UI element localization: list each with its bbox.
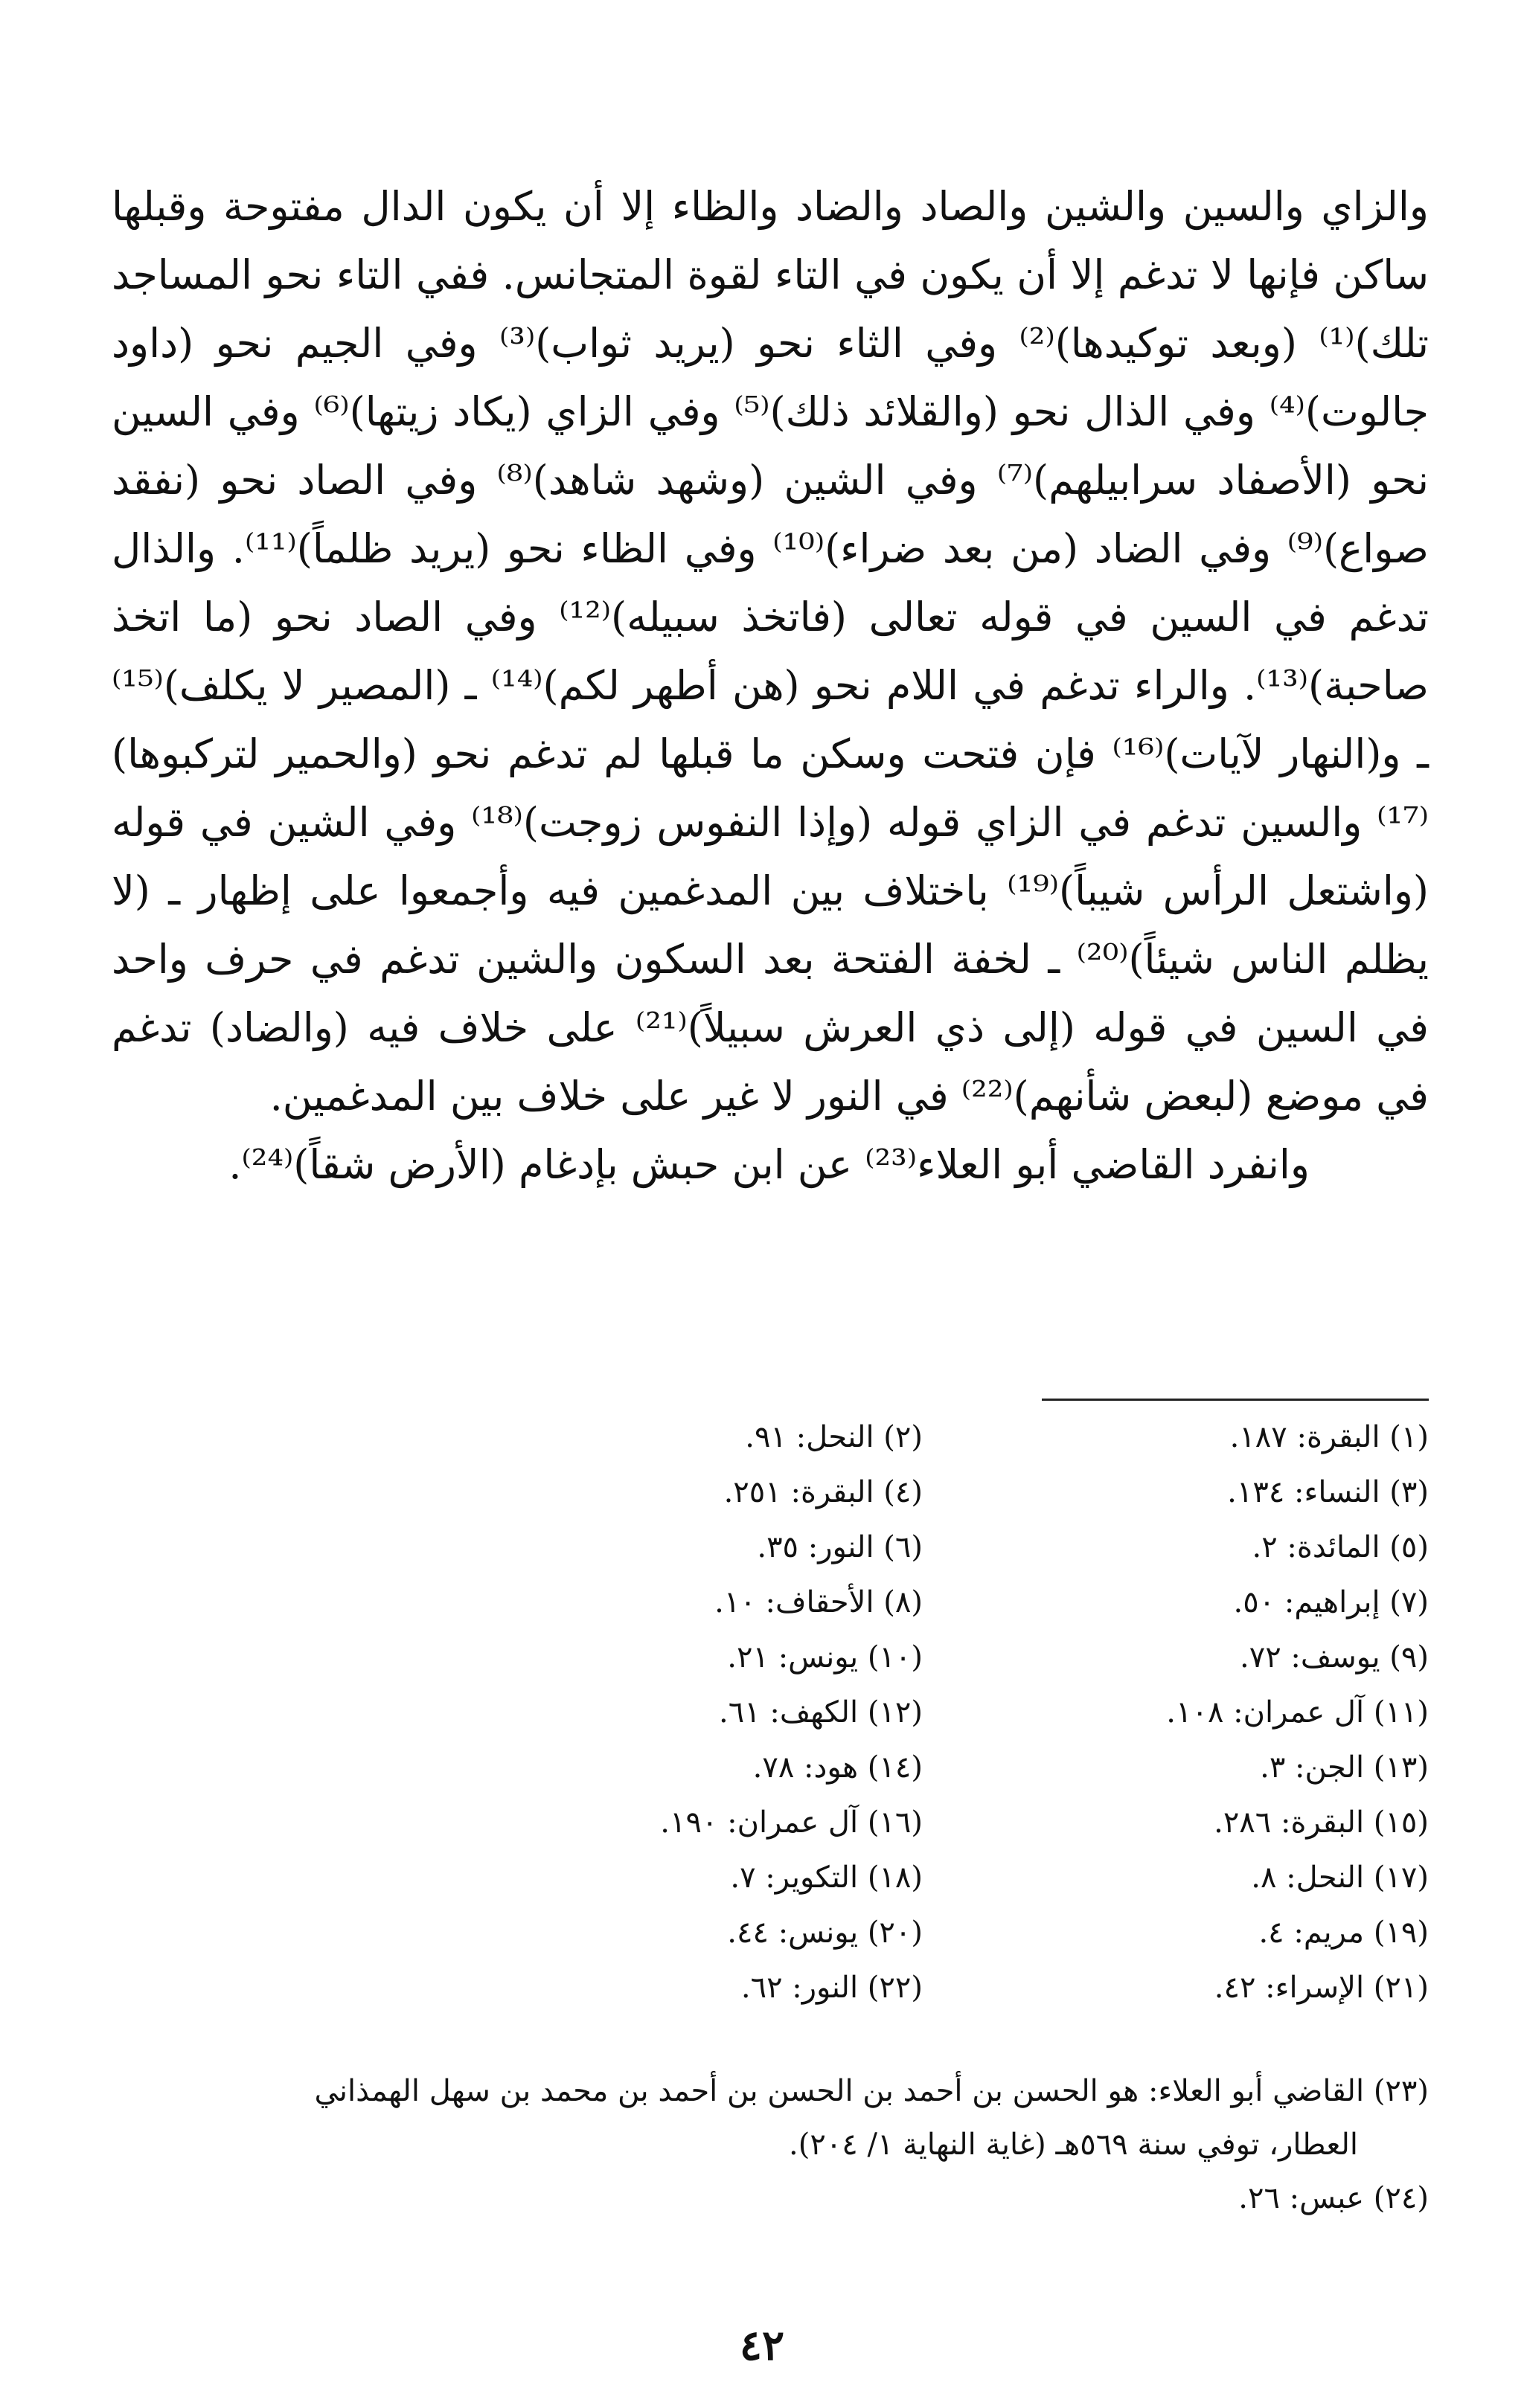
- paragraph: والزاي والسين والشين والصاد والضاد والظاء إلا أن يكون الدال مفتوحة وقبلها ساكن فإنها لا تدغم إلا أن يكون في التاء لقوة المتجانس. ففي التاء نحو المساجد تلك)⁽¹⁾ (وبعد توكيدها)⁽²⁾ وفي الثاء نحو (يريد ثواب)⁽³⁾ وفي الجيم نحو (داود جالوت)⁽⁴⁾ وفي الذال نحو (والقلائد ذلك)⁽⁵⁾ وفي الزاي (يكاد زيتها)⁽⁶⁾ وفي السين نحو (الأصفاد سرابيلهم)⁽⁷⁾ وفي الشين (وشهد شاهد)⁽⁸⁾ وفي الصاد نحو (نفقد صواع)⁽⁹⁾ وفي الضاد (من بعد ضراء)⁽¹⁰⁾ وفي الظاء نحو (يريد ظلماً)⁽¹¹⁾. والذال تدغم في السين في قوله تعالى (فاتخذ سبيله)⁽¹²⁾ وفي الصاد نحو (ما اتخذ صاحبة)⁽¹³⁾. والراء تدغم في اللام نحو (هن أطهر لكم)⁽¹⁴⁾ ـ (المصير لا يكلف)⁽¹⁵⁾ ـ و(النهار لآيات)⁽¹⁶⁾ فإن فتحت وسكن ما قبلها لم تدغم نحو (والحمير لتركبوها)⁽¹⁷⁾ والسين تدغم في الزاي قوله (وإذا النفوس زوجت)⁽¹⁸⁾ وفي الشين في قوله (واشتعل الرأس شيباً)⁽¹⁹⁾ باختلاف بين المدغمين فيه وأجمعوا على إظهار ـ (لا يظلم الناس شيئاً)⁽²⁰⁾ ـ لخفة الفتحة بعد السكون والشين تدغم في حرف واحد في السين في قوله (إلى ذي العرش سبيلاً)⁽²¹⁾ على خلاف فيه (والضاد) تدغم في موضع (لبعض شأنهم)⁽²²⁾ في النور لا غير على خلاف بين المدغمين.: [112, 183, 1429, 1120]
- footnote: (١٤) هود: ٧٨.: [752, 1750, 923, 1785]
- footnote: (١٣) الجن: ٣.: [1260, 1750, 1429, 1785]
- footnote: (٧) إبراهيم: ٥٠.: [1233, 1585, 1429, 1619]
- main-text: [112, 173, 1429, 1199]
- footnote: (١٧) النحل: ٨.: [1251, 1860, 1429, 1895]
- footnote: (٢) النحل: ٩١.: [745, 1420, 923, 1454]
- footnote: (١١) آل عمران: ١٠٨.: [1166, 1695, 1429, 1730]
- footnote-23: [97, 2064, 1429, 2171]
- footnote-23-line-1: (٢٣) القاضي أبو العلاء: هو الحسن بن أحمد بن الحسن بن أحمد بن محمد بن سهل الهمذاني: [314, 2074, 1429, 2108]
- footnote: (١٥) البقرة: ٢٨٦.: [1214, 1805, 1429, 1840]
- footnote: (٢٢) النور: ٦٢.: [740, 1971, 923, 2005]
- page-number: ٤٢: [739, 2321, 785, 2370]
- footnote-24: (٢٤) عبس: ٢٦.: [1238, 2181, 1429, 2215]
- footnote: (٨) الأحقاف: ١٠.: [714, 1585, 923, 1619]
- footnotes-extended: [97, 2064, 1429, 2225]
- footnote: (٢٠) يونس: ٤٤.: [727, 1916, 923, 1950]
- footnote-separator: [1042, 1399, 1429, 1401]
- footnote: (١) البقرة: ١٨٧.: [1229, 1420, 1429, 1454]
- footnote: (٢١) الإسراء: ٤٢.: [1214, 1971, 1429, 2005]
- footnote: (١٩) مريم: ٤.: [1258, 1916, 1429, 1950]
- footnote: (٤) البقرة: ٢٥١.: [723, 1475, 923, 1509]
- footnotes-list: [417, 1410, 1429, 2015]
- footnote: (١٦) آل عمران: ١٩٠.: [660, 1805, 923, 1840]
- footnote: (١٢) الكهف: ٦١.: [718, 1695, 923, 1730]
- footnote-23-line-2: العطار، توفي سنة ٥٦٩هـ (غاية النهاية ١/ ٢٠٤).: [788, 2128, 1358, 2162]
- footnote: (١٠) يونس: ٢١.: [727, 1640, 923, 1675]
- footnote: (٥) المائدة: ٢.: [1252, 1530, 1429, 1564]
- footnote: (٣) النساء: ١٣٤.: [1227, 1475, 1429, 1509]
- paragraph: وانفرد القاضي أبو العلاء⁽²³⁾ عن ابن حبش بإدغام (الأرض شقاً)⁽²⁴⁾.: [228, 1141, 1310, 1188]
- footnote: (١٨) التكوير: ٧.: [730, 1860, 923, 1895]
- footnote: (٩) يوسف: ٧٢.: [1239, 1640, 1429, 1675]
- footnote: (٦) النور: ٣٥.: [757, 1530, 923, 1564]
